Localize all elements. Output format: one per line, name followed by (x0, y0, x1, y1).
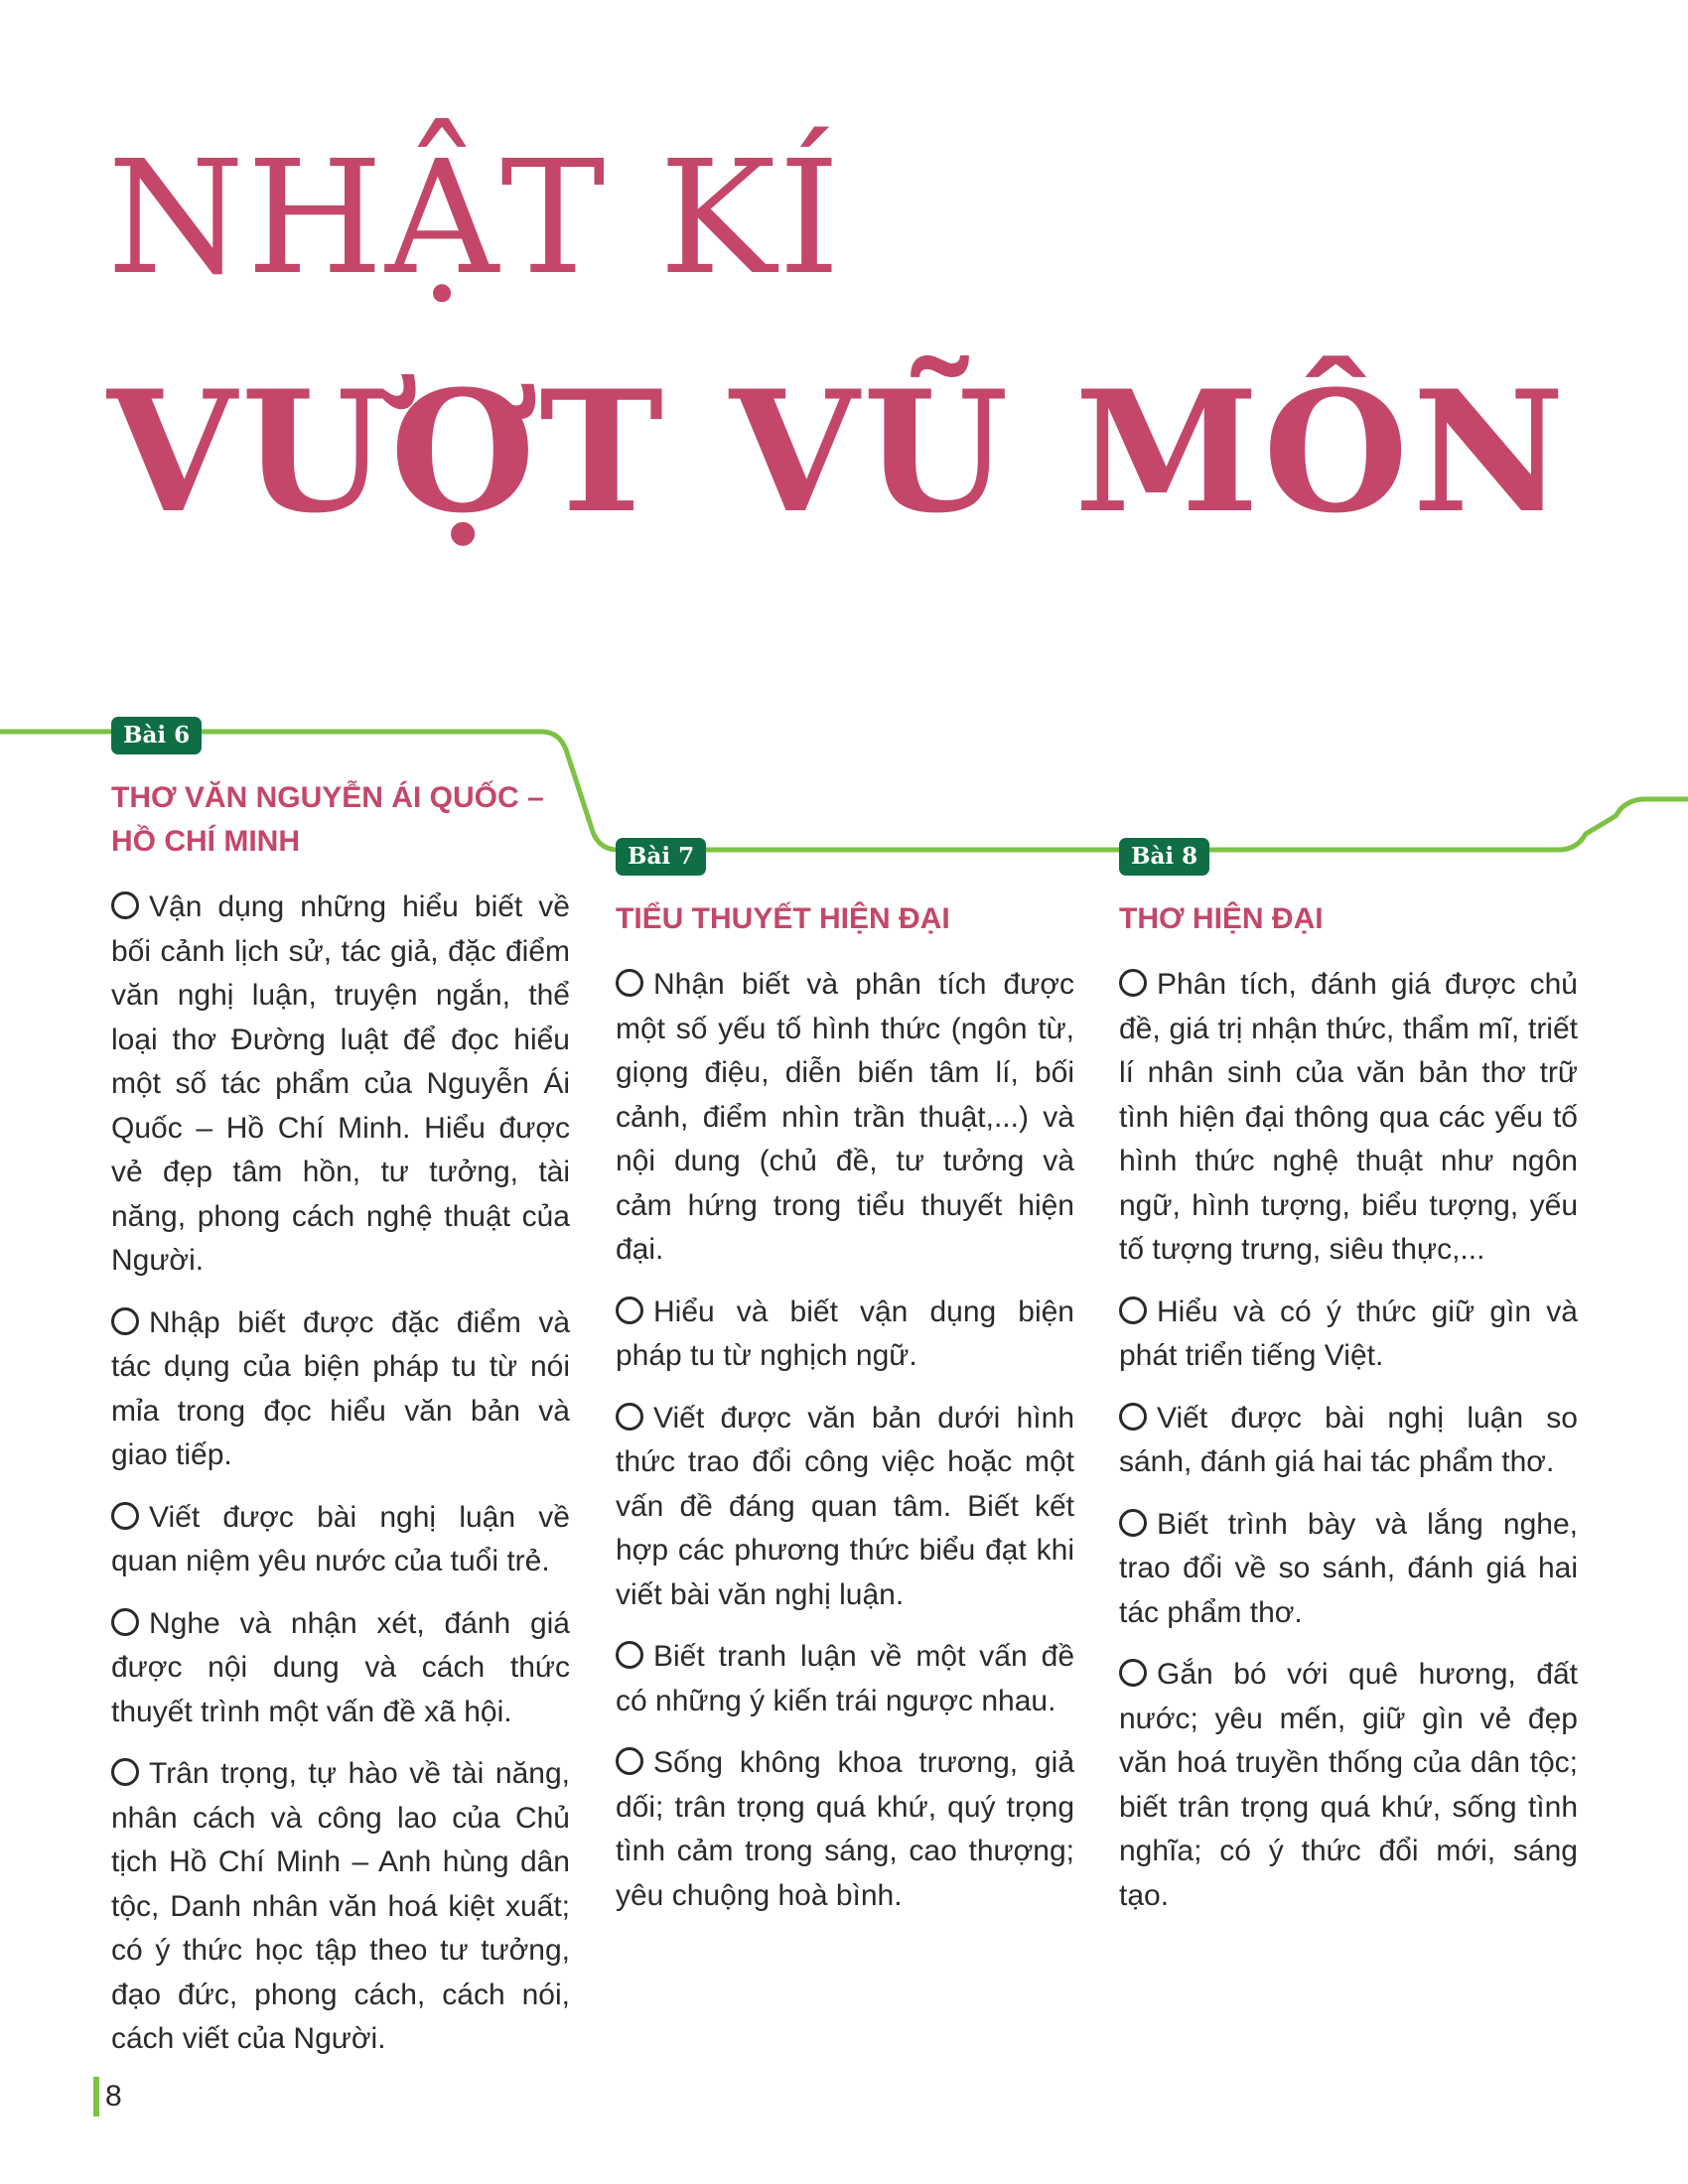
circle-bullet-icon (1119, 1659, 1147, 1687)
objective-item: Nhập biết được đặc điểm và tác dụng của biện pháp tu từ nói mỉa trong đọc hiểu văn bản và giao tiếp. (111, 1305, 570, 1471)
lesson-title: THƠ VĂN NGUYỄN ÁI QUỐC – HỒ CHÍ MINH (111, 781, 544, 858)
circle-bullet-icon (616, 1641, 643, 1669)
circle-bullet-icon (1119, 1403, 1147, 1431)
objective-item: Hiểu và có ý thức giữ gìn và phát triển tiếng Việt. (1119, 1295, 1578, 1372)
circle-bullet-icon (111, 1758, 139, 1786)
page-number: 8 (93, 2077, 122, 2116)
circle-bullet-icon (616, 1747, 643, 1775)
lesson-7-column (616, 838, 1074, 1918)
lesson-badge: Bài 8 (1119, 838, 1209, 876)
circle-bullet-icon (616, 969, 643, 997)
circle-bullet-icon (1119, 1297, 1147, 1324)
objective-item: Viết được văn bản dưới hình thức trao đổi công việc hoặc một vấn đề đáng quan tâm. Biết kết hợp các phương thức biểu đạt khi viết bài văn nghị luận. (616, 1401, 1074, 1611)
objective-item: Phân tích, đánh giá được chủ đề, giá trị nhận thức, thẩm mĩ, triết lí nhân sinh của văn bản thơ trữ tình hiện đại thông qua các yếu tố hình thức nghệ thuật như ngôn ngữ, hình tượng, biểu tượng, yếu tố tượng trưng, siêu thực,... (1119, 968, 1578, 1266)
lesson-title: TIỂU THUYẾT HIỆN ĐẠI (616, 902, 950, 935)
objective-item: Biết trình bày và lắng nghe, trao đổi về so sánh, đánh giá hai tác phẩm thơ. (1119, 1507, 1578, 1629)
objective-item: Viết được bài nghị luận về quan niệm yêu nước của tuổi trẻ. (111, 1500, 570, 1577)
objective-item: Biết tranh luận về một vấn đề có những ý kiến trái ngược nhau. (616, 1640, 1074, 1717)
objective-item: Nghe và nhận xét, đánh giá được nội dung và cách thức thuyết trình một vấn đề xã hội. (111, 1606, 570, 1728)
circle-bullet-icon (616, 1297, 643, 1324)
circle-bullet-icon (111, 1608, 139, 1636)
objective-item: Nhận biết và phân tích được một số yếu tố hình thức (ngôn từ, giọng điệu, diễn biến tâm lí, bối cảnh, điểm nhìn trần thuật,...) và nội dung (chủ đề, tư tưởng và cảm hứng trong tiểu thuyết hiện đại. (616, 968, 1074, 1266)
objective-item: Sống không khoa trương, giả dối; trân trọng quá khứ, quý trọng tình cảm trong sáng, cao thượng; yêu chuộng hoà bình. (616, 1746, 1074, 1912)
objective-item: Vận dụng những hiểu biết về bối cảnh lịch sử, tác giả, đặc điểm văn nghị luận, truyện ngắn, thể loại thơ Đường luật để đọc hiểu một số tác phẩm của Nguyễn Ái Quốc – Hồ Chí Minh. Hiểu được vẻ đẹp tâm hồn, tư tưởng, tài năng, phong cách nghệ thuật của Người. (111, 890, 570, 1277)
objective-item: Hiểu và biết vận dụng biện pháp tu từ nghịch ngữ. (616, 1295, 1074, 1372)
objective-item: Trân trọng, tự hào về tài năng, nhân cách và công lao của Chủ tịch Hồ Chí Minh – Anh hùng dân tộc, Danh nhân văn hoá kiệt xuất; có ý thức học tập theo tư tưởng, đạo đức, phong cách, cách nói, cách viết của Người. (111, 1757, 570, 2055)
circle-bullet-icon (111, 891, 139, 919)
circle-bullet-icon (616, 1403, 643, 1431)
lesson-badge: Bài 6 (111, 717, 202, 754)
lesson-8-column (1119, 838, 1578, 1918)
circle-bullet-icon (1119, 1509, 1147, 1537)
objective-item: Viết được bài nghị luận so sánh, đánh giá hai tác phẩm thơ. (1119, 1401, 1578, 1478)
circle-bullet-icon (1119, 969, 1147, 997)
objective-item: Gắn bó với quê hương, đất nước; yêu mến, giữ gìn vẻ đẹp văn hoá truyền thống của dân tộc; biết trân trọng quá khứ, sống tình nghĩa; có ý thức đổi mới, sáng tạo. (1119, 1658, 1578, 1912)
circle-bullet-icon (111, 1502, 139, 1530)
title-line-1: NHẬT KÍ (107, 127, 843, 310)
circle-bullet-icon (111, 1307, 139, 1335)
lesson-6-column (111, 717, 570, 2062)
lesson-badge: Bài 7 (616, 838, 706, 876)
title-line-2: VƯỢT VŨ MÔN (107, 353, 1569, 550)
lesson-title: THƠ HIỆN ĐẠI (1119, 902, 1324, 935)
